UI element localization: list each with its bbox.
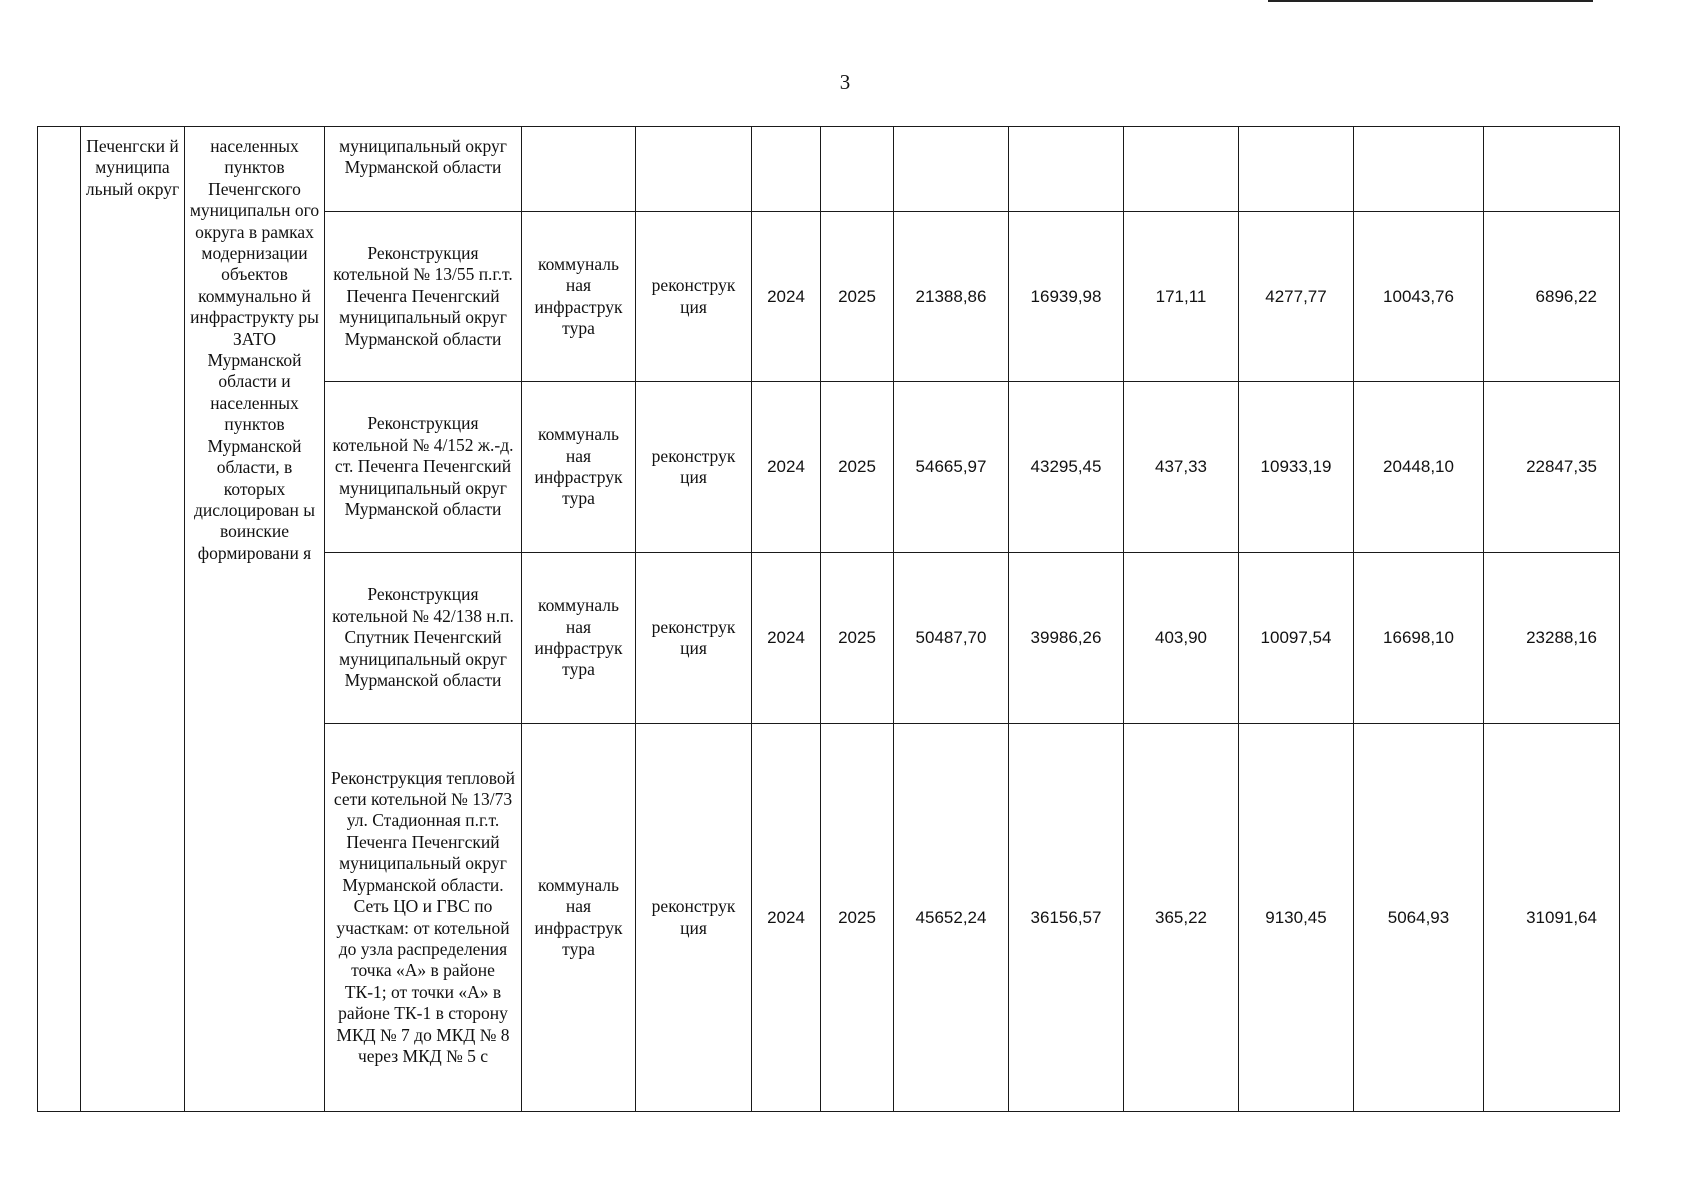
program-cell: населенных пунктов Печенгского муниципальн ого округа в рамках модернизации объектов коммунально й инфраструкту ры ЗАТО Мурманской области и населенных пунктов Мурманской области, в которых дислоцирован ы воинские формировани я — [185, 127, 325, 1112]
top-edge-rule — [1268, 0, 1593, 2]
total-cell: 45652,24 — [894, 724, 1009, 1112]
value-5-cell: 6896,22 — [1484, 212, 1620, 382]
value-4-cell: 20448,10 — [1354, 382, 1484, 553]
value-3-cell: 9130,45 — [1239, 724, 1354, 1112]
value-4-cell — [1354, 127, 1484, 212]
value-4-cell: 5064,93 — [1354, 724, 1484, 1112]
end-year-cell: 2025 — [821, 212, 894, 382]
value-2-cell: 403,90 — [1124, 553, 1239, 724]
object-cell: Реконструкция котельной № 13/55 п.г.т. Печенга Печенгский муниципальный округ Мурманской области — [325, 212, 522, 382]
work-cell: реконструк ция — [636, 212, 752, 382]
total-cell: 50487,70 — [894, 553, 1009, 724]
value-3-cell — [1239, 127, 1354, 212]
object-cell: Реконструкция котельной № 42/138 н.п. Спутник Печенгский муниципальный округ Мурманской области — [325, 553, 522, 724]
total-cell — [894, 127, 1009, 212]
value-2-cell — [1124, 127, 1239, 212]
work-cell: реконструк ция — [636, 553, 752, 724]
type-cell: коммуналь ная инфраструк тура — [522, 724, 636, 1112]
value-3-cell: 4277,77 — [1239, 212, 1354, 382]
start-year-cell: 2024 — [752, 724, 821, 1112]
end-year-cell: 2025 — [821, 724, 894, 1112]
value-1-cell: 43295,45 — [1009, 382, 1124, 553]
type-cell — [522, 127, 636, 212]
table-row — [38, 127, 1620, 212]
page-number: 3 — [839, 70, 851, 94]
index-cell — [38, 127, 81, 1112]
value-5-cell: 22847,35 — [1484, 382, 1620, 553]
object-cell: муниципальный округ Мурманской области — [325, 127, 522, 212]
value-1-cell: 39986,26 — [1009, 553, 1124, 724]
work-cell — [636, 127, 752, 212]
value-5-cell — [1484, 127, 1620, 212]
value-1-cell: 36156,57 — [1009, 724, 1124, 1112]
value-1-cell: 16939,98 — [1009, 212, 1124, 382]
work-cell: реконструк ция — [636, 724, 752, 1112]
value-3-cell: 10933,19 — [1239, 382, 1354, 553]
value-4-cell: 10043,76 — [1354, 212, 1484, 382]
type-cell: коммуналь ная инфраструк тура — [522, 553, 636, 724]
start-year-cell — [752, 127, 821, 212]
object-cell: Реконструкция котельной № 4/152 ж.-д. ст. Печенга Печенгский муниципальный округ Мурманской области — [325, 382, 522, 553]
start-year-cell: 2024 — [752, 382, 821, 553]
total-cell: 21388,86 — [894, 212, 1009, 382]
start-year-cell: 2024 — [752, 553, 821, 724]
start-year-cell: 2024 — [752, 212, 821, 382]
total-cell: 54665,97 — [894, 382, 1009, 553]
value-5-cell: 23288,16 — [1484, 553, 1620, 724]
end-year-cell: 2025 — [821, 382, 894, 553]
end-year-cell — [821, 127, 894, 212]
value-2-cell: 437,33 — [1124, 382, 1239, 553]
value-5-cell: 31091,64 — [1484, 724, 1620, 1112]
value-3-cell: 10097,54 — [1239, 553, 1354, 724]
value-1-cell — [1009, 127, 1124, 212]
type-cell: коммуналь ная инфраструк тура — [522, 212, 636, 382]
investment-table — [37, 126, 1620, 1112]
value-2-cell: 171,11 — [1124, 212, 1239, 382]
object-cell: Реконструкция тепловой сети котельной № 13/73 ул. Стадионная п.г.т. Печенга Печенгский муниципальный округ Мурманской области. Сеть ЦО и ГВС по участкам: от котельной до узла распределения точка «А» в районе ТК-1; от точки «А» в районе ТК-1 в сторону МКД № 7 до МКД № 8 через МКД № 5 с — [325, 724, 522, 1112]
district-cell: Печенгски й муниципа льный округ — [81, 127, 185, 1112]
value-2-cell: 365,22 — [1124, 724, 1239, 1112]
work-cell: реконструк ция — [636, 382, 752, 553]
value-4-cell: 16698,10 — [1354, 553, 1484, 724]
type-cell: коммуналь ная инфраструк тура — [522, 382, 636, 553]
end-year-cell: 2025 — [821, 553, 894, 724]
